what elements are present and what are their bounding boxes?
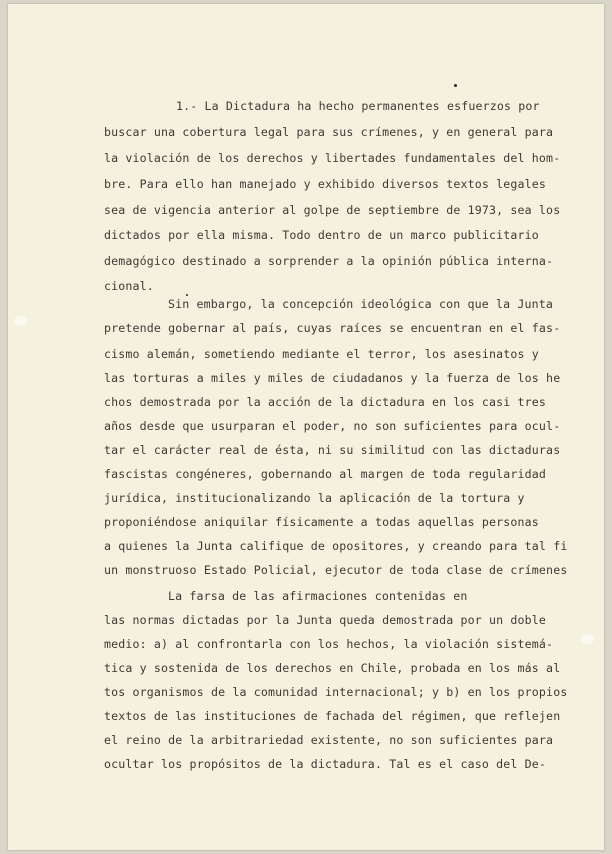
text-line: 1.- La Dictadura ha hecho permanentes esfuerzos por bbox=[176, 99, 540, 113]
text-line: cional. bbox=[104, 279, 154, 293]
text-line: textos de las instituciones de fachada del régimen, que reflejen bbox=[104, 709, 561, 723]
typewritten-page bbox=[8, 4, 604, 850]
paper-hole bbox=[580, 634, 594, 644]
text-line: fascistas congéneres, gobernando al margen de toda regularidad bbox=[104, 467, 547, 481]
text-line: la violación de los derechos y libertades fundamentales del hom- bbox=[104, 151, 561, 165]
paper-hole bbox=[14, 316, 28, 326]
text-line: bre. Para ello han manejado y exhibido diversos textos legales bbox=[104, 177, 547, 191]
text-line: el reino de la arbitrariedad existente, no son suficientes para bbox=[104, 733, 554, 747]
text-line: medio: a) al confrontarla con los hechos, la violación sistemá- bbox=[104, 637, 554, 651]
text-line: las torturas a miles y miles de ciudadanos y la fuerza de los he bbox=[104, 371, 561, 385]
text-line: La farsa de las afirmaciones contenidas en bbox=[168, 589, 468, 603]
text-line: jurídica, institucionalizando la aplicación de la tortura y bbox=[104, 491, 525, 505]
text-line: un monstruoso Estado Policial, ejecutor de toda clase de crímenes bbox=[104, 563, 568, 577]
text-line: cismo alemán, sometiendo mediante el terror, los asesinatos y bbox=[104, 347, 539, 361]
text-line: chos demostrada por la acción de la dictadura en los casi tres bbox=[104, 395, 547, 409]
text-line: sea de vigencia anterior al golpe de septiembre de 1973, sea los bbox=[104, 203, 561, 217]
text-line: a quienes la Junta califique de opositores, y creando para tal fi bbox=[104, 539, 568, 553]
ink-speck bbox=[454, 84, 457, 87]
text-line: las normas dictadas por la Junta queda demostrada por un doble bbox=[104, 613, 547, 627]
text-line: demagógico destinado a sorprender a la opinión pública interna- bbox=[104, 254, 554, 268]
text-line: buscar una cobertura legal para sus crímenes, y en general para bbox=[104, 125, 554, 139]
text-line: proponiéndose aniquilar físicamente a todas aquellas personas bbox=[104, 515, 539, 529]
text-line: tica y sostenida de los derechos en Chile, probada en los más al bbox=[104, 661, 561, 675]
text-line: Sin embargo, la concepción ideológica con que la Junta bbox=[168, 297, 554, 311]
text-line: tos organismos de la comunidad internacional; y b) en los propios bbox=[104, 685, 568, 699]
text-line: dictados por ella misma. Todo dentro de un marco publicitario bbox=[104, 228, 539, 242]
text-line: tar el carácter real de ésta, ni su similitud con las dictaduras bbox=[104, 443, 561, 457]
text-line: años desde que usurparan el poder, no son suficientes para ocul- bbox=[104, 419, 561, 433]
text-line: ocultar los propósitos de la dictadura. Tal es el caso del De- bbox=[104, 757, 547, 771]
text-line: pretende gobernar al país, cuyas raíces se encuentran en el fas- bbox=[104, 321, 561, 335]
